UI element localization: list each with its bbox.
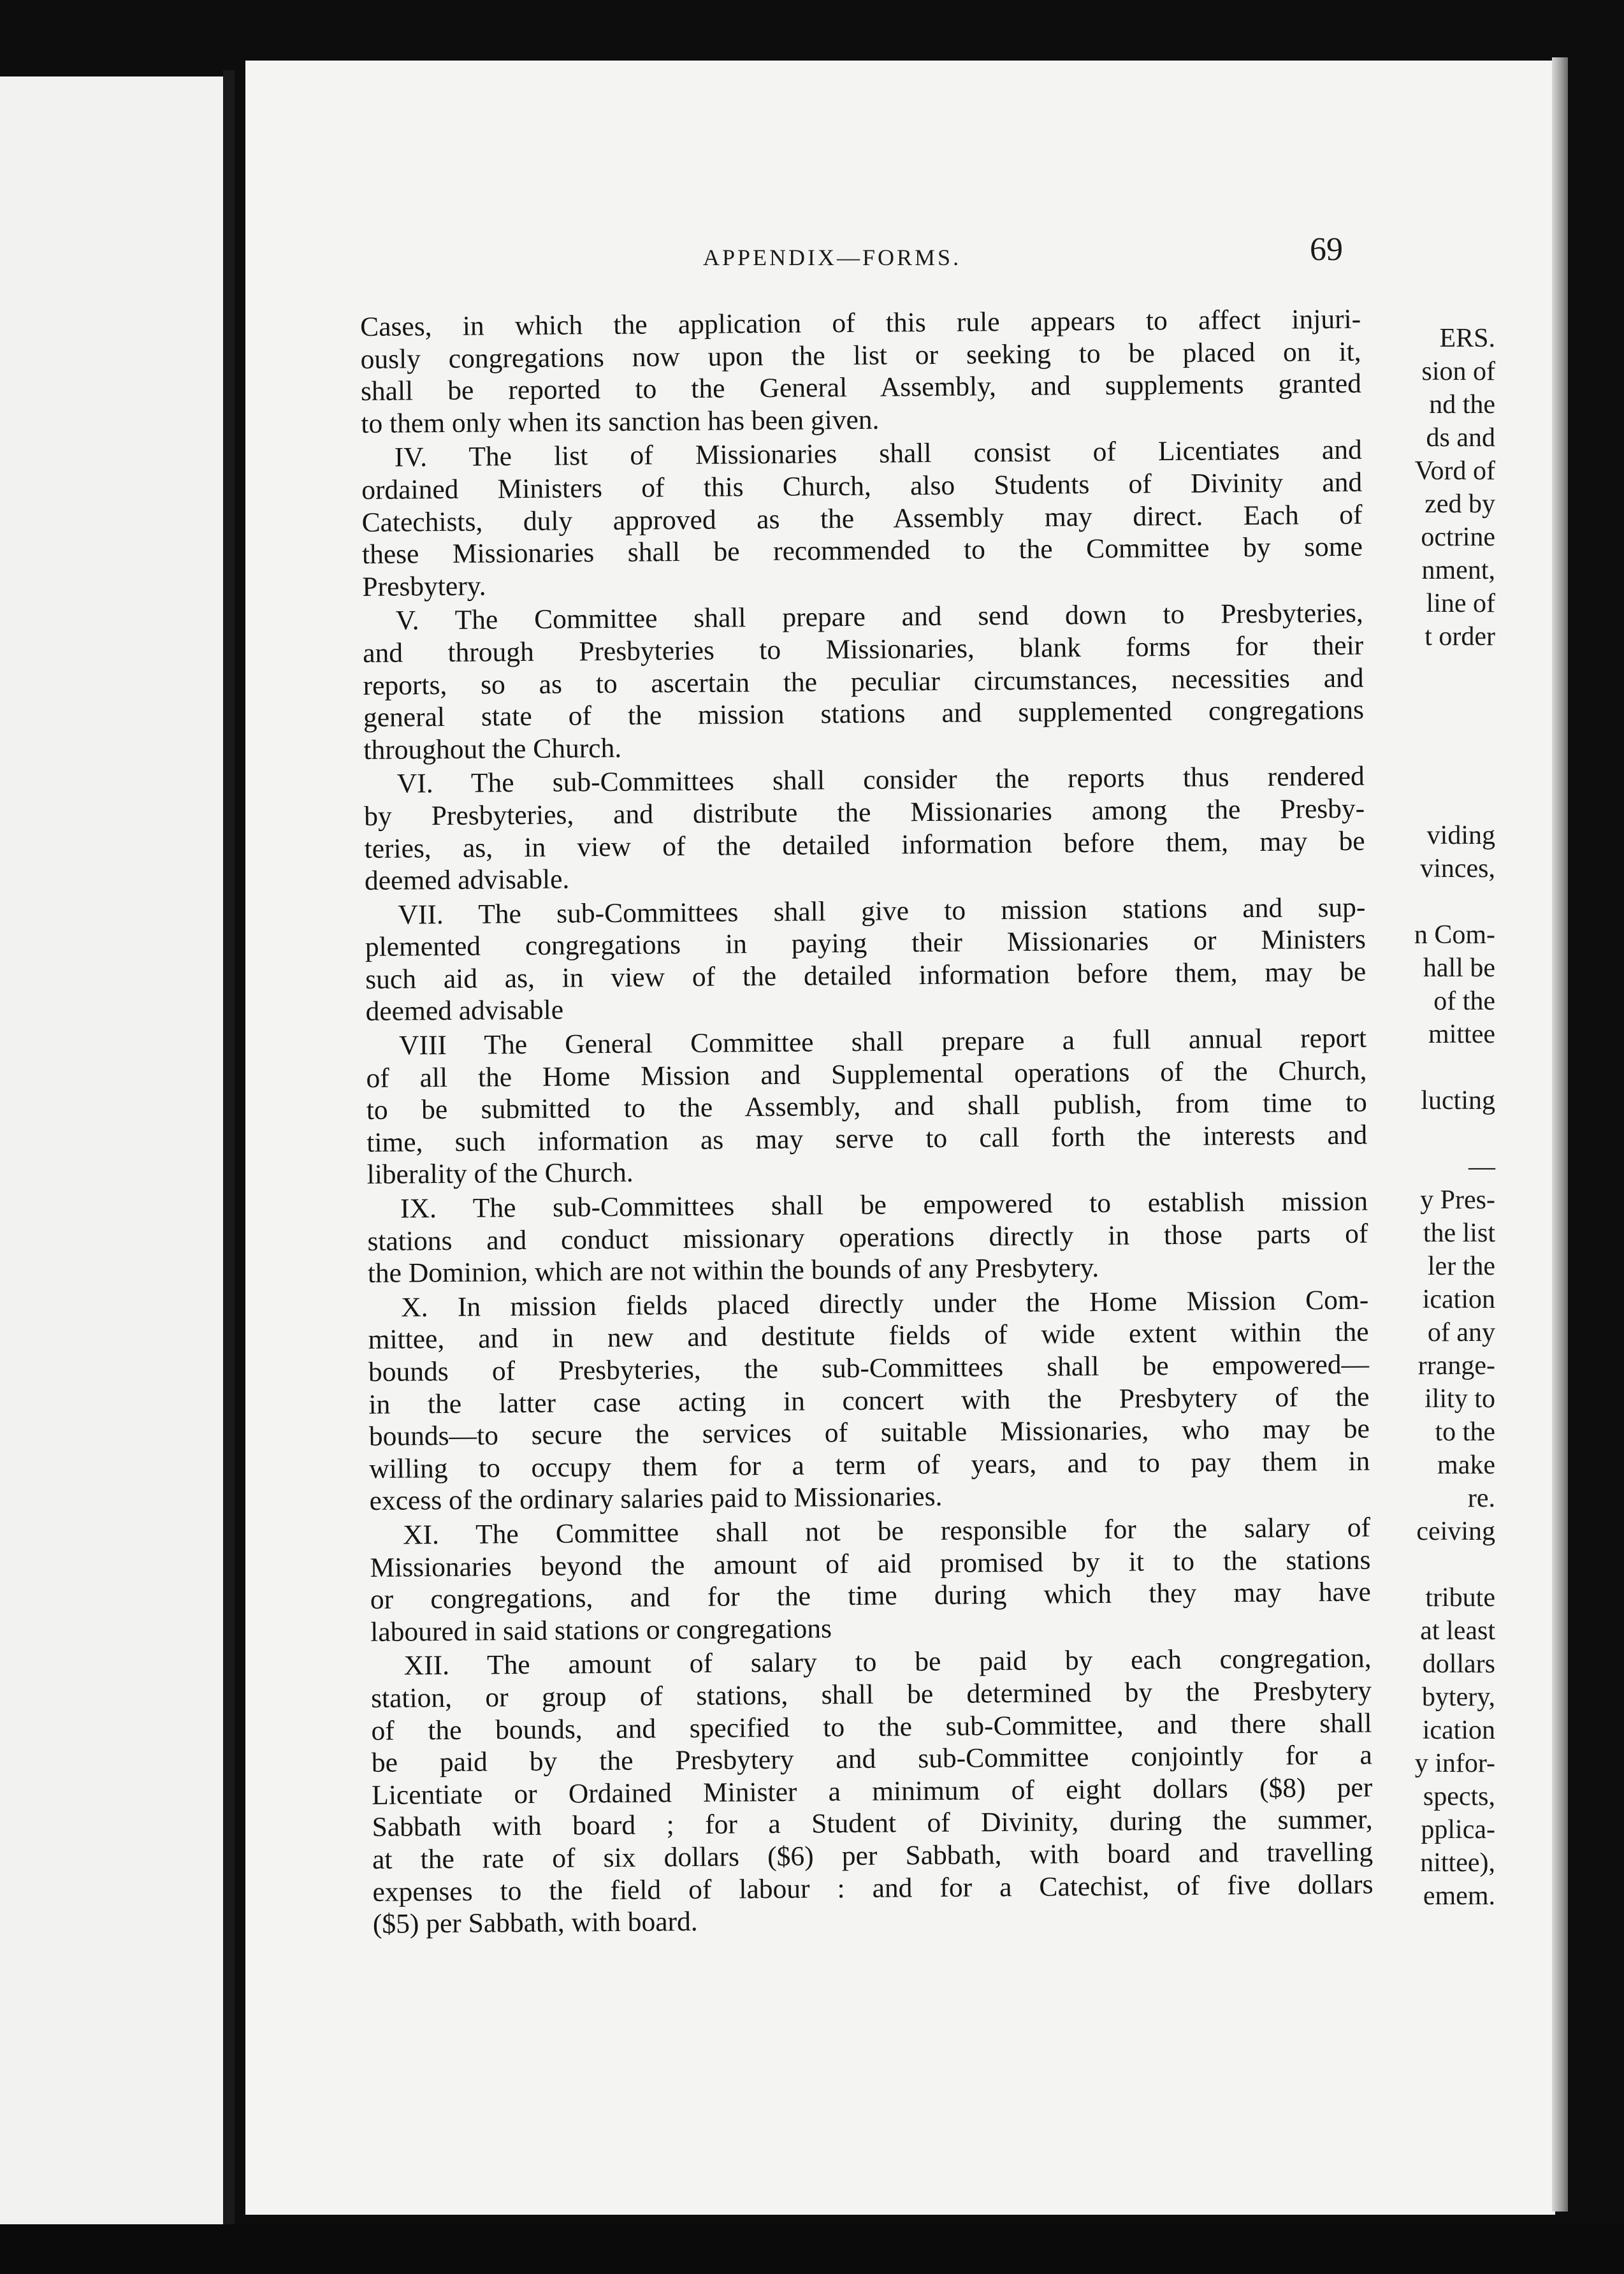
facing-page-line [1414, 686, 1495, 720]
facing-page-line: y infor- [1414, 1749, 1495, 1778]
facing-page-line [1414, 1548, 1495, 1581]
facing-page-line: y Pres- [1420, 1185, 1495, 1215]
facing-page-line: to the [1435, 1417, 1495, 1447]
text-line: such aid as, in view of the detailed information before them, may be [365, 956, 1367, 995]
paragraph [364, 760, 1366, 897]
facing-page-line: of the [1433, 987, 1495, 1016]
facing-page-line: ds and [1426, 423, 1495, 453]
text-line: Sabbath with board ; for a Student of Divinity, during the summer, [372, 1804, 1373, 1843]
facing-page-line: pplica- [1421, 1815, 1495, 1844]
facing-page-line: ceiving [1416, 1517, 1495, 1546]
facing-page-line: tribute [1425, 1583, 1495, 1612]
text-line: IV. The list of Missionaries shall consist of Licentiates and [394, 435, 1362, 473]
facing-page-line: lucting [1421, 1086, 1495, 1115]
paragraph [370, 1512, 1372, 1649]
paragraph [371, 1642, 1374, 1941]
paragraph [365, 891, 1367, 1028]
facing-page-line [1414, 653, 1495, 686]
text-line: stations and conduct missionary operations directly in those parts of [367, 1218, 1368, 1257]
facing-page-line: dollars [1422, 1649, 1495, 1679]
facing-page-line: ication [1422, 1285, 1495, 1314]
facing-page-line: ility to [1425, 1384, 1495, 1414]
text-line: time, such information as may serve to call forth the interests and [366, 1119, 1368, 1158]
facing-page-line: t order [1425, 622, 1495, 651]
facing-page-line: nment, [1421, 556, 1495, 585]
facing-page-line: nd the [1429, 390, 1495, 419]
text-line: XI. The Committee shall not be responsible for the salary of [402, 1512, 1371, 1551]
text-line: X. In mission fields placed directly under the Home Mission Com- [401, 1284, 1369, 1323]
text-line: Licentiate or Ordained Minister a minimum of eight dollars ($8) per [372, 1772, 1373, 1811]
paragraph [367, 1185, 1368, 1290]
facing-page-line [1414, 786, 1495, 819]
text-line: ordained Ministers of this Church, also Students of Divinity and [361, 467, 1363, 505]
facing-page-line: nittee), [1420, 1848, 1495, 1878]
text-line: by Presbyteries, and distribute the Missionaries among the Presby- [364, 793, 1365, 832]
text-line: at the rate of six dollars ($6) per Sabbath, with board and travelling [372, 1836, 1374, 1875]
text-line: liberality of the Church. [366, 1157, 634, 1191]
text-line: willing to occupy them for a term of years, and to pay them in [369, 1445, 1370, 1484]
text-line: Presbytery. [362, 570, 486, 602]
facing-page-line: Vord of [1414, 456, 1495, 486]
text-line: general state of the mission stations and supplemented congregations [363, 694, 1365, 734]
facing-page-line: hall be [1423, 953, 1495, 983]
text-line: and through Presbyteries to Missionaries, blank forms for their [363, 630, 1364, 669]
text-line: throughout the Church. [363, 732, 622, 765]
text-line: teries, as, in view of the detailed information before them, may be [364, 825, 1365, 864]
text-line: plemented congregations in paying their Missionaries or Ministers [365, 923, 1366, 963]
text-line: ($5) per Sabbath, with board. [372, 1906, 698, 1940]
text-line: these Missionaries shall be recommended to the Committee by some [361, 531, 1363, 570]
facing-page-line: zed by [1425, 489, 1495, 519]
text-line: to them only when its sanction has been given. [361, 404, 880, 439]
text-line: VI. The sub-Committees shall consider the reports thus rendered [396, 760, 1365, 799]
facing-page-line [1414, 720, 1495, 753]
paragraph [361, 434, 1363, 603]
facing-page-line: sion of [1421, 357, 1495, 386]
text-line: deemed advisable [365, 994, 564, 1027]
facing-page-line: ler the [1427, 1252, 1495, 1281]
page-body-text [360, 303, 1374, 1941]
facing-page-line: line of [1426, 589, 1495, 618]
facing-page-line: octrine [1421, 523, 1495, 552]
scan-background [0, 2224, 1624, 2274]
text-line: laboured in said stations or congregations [370, 1613, 832, 1648]
facing-page-line: vinces, [1420, 854, 1495, 883]
text-line: expenses to the field of labour : and for a Catechist, of five dollars [372, 1869, 1374, 1908]
facing-page-line: re. [1467, 1484, 1495, 1513]
text-line: bounds—to secure the services of suitable Missionaries, who may be [368, 1413, 1370, 1452]
text-line: excess of the ordinary salaries paid to Missionaries. [369, 1481, 943, 1517]
paragraph [368, 1284, 1370, 1517]
text-line: to be submitted to the Assembly, and shall publish, from time to [366, 1087, 1367, 1126]
facing-page-line: ication [1422, 1716, 1495, 1745]
facing-page-line: bytery, [1421, 1683, 1495, 1712]
facing-page-line: — [1468, 1152, 1495, 1182]
facing-page-line: of any [1427, 1318, 1495, 1347]
facing-page-line: the list [1423, 1219, 1495, 1248]
facing-page-line: make [1437, 1451, 1495, 1480]
facing-page-line: emem. [1423, 1881, 1495, 1911]
text-line: V. The Committee shall prepare and send down to Presbyteries, [395, 597, 1363, 636]
text-line: mittee, and in new and destitute fields of wide extent within the [368, 1317, 1369, 1356]
text-line: in the latter case acting in concert with the Presbytery of the [368, 1381, 1370, 1420]
facing-page-line: viding [1426, 821, 1495, 850]
text-line: reports, so as to ascertain the peculiar circumstances, necessities and [363, 662, 1364, 701]
running-head: APPENDIX—FORMS. [703, 245, 962, 270]
text-line: VII. The sub-Committees shall give to mission stations and sup- [398, 892, 1366, 931]
text-line: bounds of Presbyteries, the sub-Committees shall be empowered— [368, 1349, 1370, 1387]
text-line: of the bounds, and specified to the sub-Committee, and there shall [371, 1707, 1372, 1746]
facing-page-line: mittee [1428, 1020, 1495, 1049]
text-line: the Dominion, which are not within the bounds of any Presbytery. [367, 1252, 1099, 1289]
text-line: Catechists, duly approved as the Assembly may direct. Each of [361, 499, 1363, 538]
paragraph [366, 1022, 1368, 1191]
gutter-shadow [223, 70, 235, 2231]
text-line: be paid by the Presbytery and sub-Committee conjointly for a [371, 1739, 1373, 1779]
facing-page-line [1414, 1051, 1495, 1084]
text-line: XII. The amount of salary to be paid by each congregation, [403, 1642, 1372, 1681]
text-line: deemed advisable. [364, 864, 570, 897]
facing-page-fragment [0, 76, 223, 2224]
text-line: IX. The sub-Committees shall be empowered to establish mission [400, 1185, 1368, 1224]
facing-page-line [1414, 885, 1495, 918]
facing-page-line: spects, [1423, 1782, 1495, 1811]
text-line: Missionaries beyond the amount of aid promised by it to the stations [370, 1544, 1371, 1583]
text-line: or congregations, and for the time during which they may have [370, 1576, 1372, 1616]
facing-page-line: n Com- [1414, 920, 1495, 950]
facing-page-line: ERS. [1439, 324, 1495, 353]
text-line: station, or group of stations, shall be determined by the Presbytery [370, 1675, 1372, 1714]
text-line: of all the Home Mission and Supplemental operations of the Church, [366, 1055, 1367, 1094]
text-line: VIII The General Committee shall prepare a full annual report [398, 1022, 1367, 1061]
text-line: shall be reported to the General Assembly, and supplements granted [360, 368, 1362, 407]
paragraph [363, 597, 1365, 766]
text-line: ously congregations now upon the list or seeking to be placed on it, [360, 336, 1361, 375]
page-number: 69 [1310, 231, 1343, 268]
facing-page-text-column [1414, 322, 1495, 1913]
facing-page-line [1414, 753, 1495, 786]
facing-page-line [1414, 1117, 1495, 1150]
page-edge-shadow [1552, 57, 1568, 2212]
text-line: Cases, in which the application of this rule appears to affect injuri- [360, 303, 1361, 342]
paragraph [360, 303, 1362, 440]
facing-page-line: at least [1420, 1616, 1495, 1646]
facing-page-line: rrange- [1417, 1351, 1495, 1380]
